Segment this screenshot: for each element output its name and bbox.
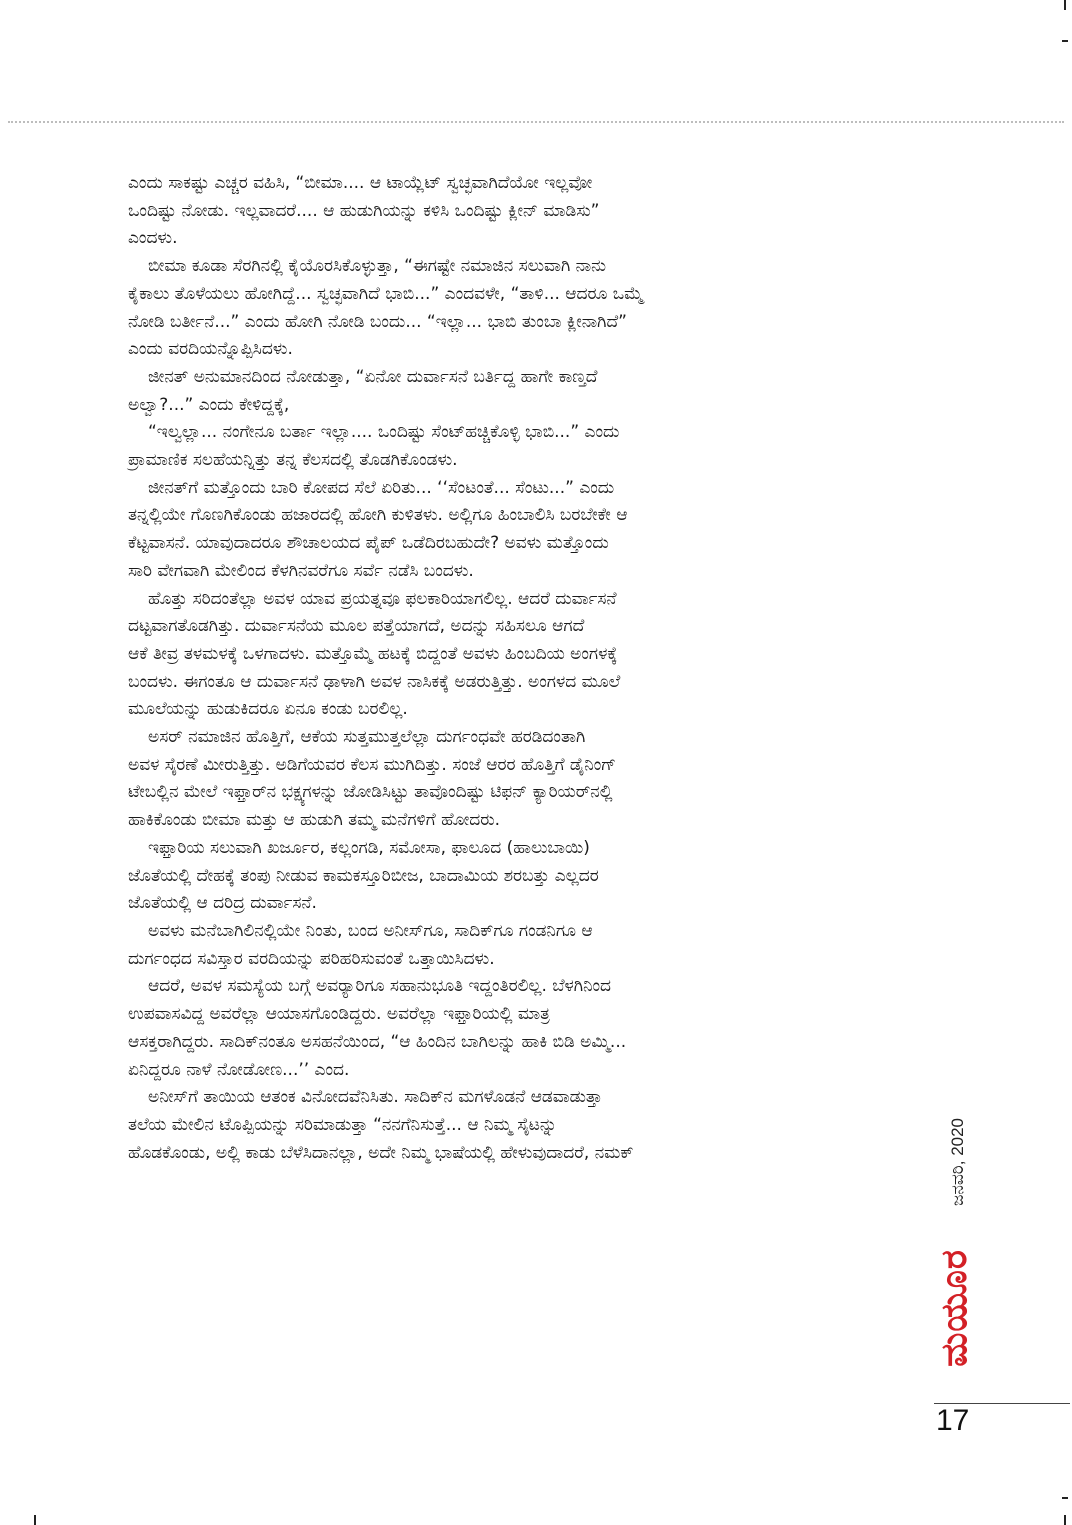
header-dotted-rule — [8, 121, 1064, 123]
paragraph: ಅಸರ್ ನಮಾಜಿನ ಹೊತ್ತಿಗೆ, ಆಕೆಯ ಸುತ್ತಮುತ್ತಲೆಲ್ಲಾ ದುರ್ಗಂಧವೇ ಹರಡಿದಂತಾಗಿ ಅವಳ ಸೈರಣೆ ಮೀರುತ್ತಿತ್ತು. ಅಡಿಗೆಯವರ ಕೆಲಸ ಮುಗಿದಿತ್ತು. ಸಂಜೆ ಆರರ ಹೊತ್ತಿಗೆ ಡೈನಿಂಗ್ ಟೇಬಲ್ಲಿನ ಮೇಲೆ ಇಫ್ತಾರ್‌ನ ಭಕ್ಷ್ಯಗಳನ್ನು ಜೋಡಿಸಿಟ್ಟು ತಾವೊಂದಿಷ್ಟು ಟಿಫನ್ ಕ್ಯಾರಿಯರ್‌ನಲ್ಲಿ ಹಾಕಿಕೊಂಡು ಬೀಮಾ ಮತ್ತು ಆ ಹುಡುಗಿ ತಮ್ಮ ಮನೆಗಳಿಗೆ ಹೋದರು. — [128, 727, 616, 831]
paragraph: ಬೀಮಾ ಕೂಡಾ ಸೆರಗಿನಲ್ಲಿ ಕೈಯೊರಸಿಕೊಳ್ಳುತ್ತಾ, “ಈಗಷ್ಟೇ ನಮಾಜಿನ ಸಲುವಾಗಿ ನಾನು ಕೈಕಾಲು ತೊಳೆಯಲು ಹೋಗಿದ್ದೆ... ಸ್ವಚ್ಛವಾಗಿದೆ ಭಾಬಿ...” ಎಂದವಳೇ, “ತಾಳಿ... ಆದರೂ ಒಮ್ಮೆ ನೋಡಿ ಬರ್ತೀನೆ...” ಎಂದು ಹೋಗಿ ನೋಡಿ ಬಂದು... “ಇಲ್ಲಾ... ಭಾಬಿ ತುಂಬಾ ಕ್ಲೀನಾಗಿದೆ” ಎಂದು ವರದಿಯನ್ನೊಪ್ಪಿಸಿದಳು. — [128, 256, 644, 360]
magazine-logo: ಮಯೂರ — [934, 1249, 975, 1367]
crop-mark-bottom-left — [34, 1515, 36, 1525]
paragraph: “ಇಲ್ವಲ್ಲಾ... ನಂಗೇನೂ ಬರ್ತಾ ಇಲ್ಲಾ.... ಒಂದಿಷ್ಟು ಸೆಂಟ್‌ಹಚ್ಚಿಕೊಳ್ಳಿ ಭಾಬಿ...” ಎಂದು ಪ್ರಾಮಾಣಿಕ ಸಲಹೆಯನ್ನಿತ್ತು ತನ್ನ ಕೆಲಸದಲ್ಲಿ ತೊಡಗಿಕೊಂಡಳು. — [128, 422, 620, 471]
page-number: 17 — [936, 1404, 970, 1437]
issue-date: ಜನವರಿ, 2020 — [948, 1117, 967, 1207]
crop-mark-right-tick — [1062, 40, 1068, 42]
paragraph: ಅನೀಸ್‌ಗೆ ತಾಯಿಯ ಆತಂಕ ವಿನೋದವೆನಿಸಿತು. ಸಾದಿಕ್‌ನ ಮಗಳೊಡನೆ ಆಡವಾಡುತ್ತಾ ತಲೆಯ ಮೇಲಿನ ಟೊಪ್ಪಿಯನ್ನು ಸರಿಮಾಡುತ್ತಾ “ನನಗೆನಿಸುತ್ತೆ... ಆ ನಿಮ್ಮ ಸೈಟನ್ನು ಹೊಡಕೊಂಡು, ಅಲ್ಲಿ ಕಾಡು ಬೆಳೆಸಿದಾನಲ್ಲಾ, ಅದೇ ನಿಮ್ಮ ಭಾಷೆಯಲ್ಲಿ ಹೇಳುವುದಾದರೆ, ನಮಕ್ — [128, 1087, 634, 1163]
crop-mark-bottom-right — [1064, 1515, 1066, 1525]
paragraph: ಜೀನತ್‌ಗೆ ಮತ್ತೊಂದು ಬಾರಿ ಕೋಪದ ಸೆಲೆ ಏರಿತು... ‘‘ಸೆಂಟಂತೆ... ಸೆಂಟು...” ಎಂದು ತನ್ನಲ್ಲಿಯೇ ಗೊಣಗಿಕೊಂಡು ಹಜಾರದಲ್ಲಿ ಹೋಗಿ ಕುಳಿತಳು. ಅಲ್ಲಿಗೂ ಹಿಂಬಾಲಿಸಿ ಬರಬೇಕೇ ಆ ಕೆಟ್ಟವಾಸನೆ. ಯಾವುದಾದರೂ ಶೌಚಾಲಯದ ಪೈಪ್ ಒಡೆದಿರಬಹುದೇ? ಅವಳು ಮತ್ತೊಂದು ಸಾರಿ ವೇಗವಾಗಿ ಮೇಲಿಂದ ಕೆಳಗಿನವರೆಗೂ ಸರ್ವೆ ನಡೆಸಿ ಬಂದಳು. — [128, 477, 628, 581]
article-body — [128, 170, 900, 1167]
paragraph: ಜೀನತ್ ಅನುಮಾನದಿಂದ ನೋಡುತ್ತಾ, “ಏನೋ ದುರ್ವಾಸನೆ ಬರ್ತಿದ್ದ ಹಾಗೇ ಕಾಣ್ತದೆ ಅಲ್ವಾ?...” ಎಂದು ಕೇಳಿದ್ದಕ್ಕೆ, — [128, 366, 598, 415]
paragraph: ಆದರೆ, ಅವಳ ಸಮಸ್ಯೆಯ ಬಗ್ಗೆ ಅವರ್‍ಯಾರಿಗೂ ಸಹಾನುಭೂತಿ ಇದ್ದಂತಿರಲಿಲ್ಲ. ಬೆಳಗಿನಿಂದ ಉಪವಾಸವಿದ್ದ ಅವರೆಲ್ಲಾ ಆಯಾಸಗೊಂಡಿದ್ದರು. ಅವರೆಲ್ಲಾ ಇಫ್ತಾರಿಯಲ್ಲಿ ಮಾತ್ರ ಆಸಕ್ತರಾಗಿದ್ದರು. ಸಾದಿಕ್‌ನಂತೂ ಅಸಹನೆಯಿಂದ, “ಆ ಹಿಂದಿನ ಬಾಗಿಲನ್ನು ಹಾಕಿ ಬಿಡಿ ಅಮ್ಮಿ... ಏನಿದ್ದರೂ ನಾಳೆ ನೋಡೋಣ...’’ ಎಂದ. — [128, 976, 627, 1080]
crop-mark-top-right — [1064, 0, 1066, 10]
crop-mark-bottom-right-tick — [1062, 1497, 1068, 1499]
paragraph: ಇಫ್ತಾರಿಯ ಸಲುವಾಗಿ ಖರ್ಜೂರ, ಕಲ್ಲಂಗಡಿ, ಸಮೋಸಾ, ಫಾಲೂದ (ಹಾಲುಬಾಯಿ) ಜೊತೆಯಲ್ಲಿ ದೇಹಕ್ಕೆ ತಂಪು ನೀಡುವ ಕಾಮಕಸ್ತೂರಿಬೀಜ, ಬಾದಾಮಿಯ ಶರಬತ್ತು ಎಲ್ಲದರ ಜೊತೆಯಲ್ಲಿ ಆ ದರಿದ್ರ ದುರ್ವಾಸನೆ. — [128, 837, 599, 914]
paragraph: ಎಂದು ಸಾಕಷ್ಟು ಎಚ್ಚರ ವಹಿಸಿ, “ಬೀಮಾ.... ಆ ಟಾಯ್ಲೆಟ್ ಸ್ವಚ್ಛವಾಗಿದೆಯೋ ಇಲ್ಲವೋ ಒಂದಿಷ್ಟು ನೋಡು. ಇಲ್ಲವಾದರೆ.... ಆ ಹುಡುಗಿಯನ್ನು ಕಳಿಸಿ ಒಂದಿಷ್ಟು ಕ್ಲೀನ್ ಮಾಡಿಸು” ಎಂದಳು. — [128, 173, 600, 249]
paragraph: ಅವಳು ಮನೆಬಾಗಿಲಿನಲ್ಲಿಯೇ ನಿಂತು, ಬಂದ ಅನೀಸ್‌ಗೂ, ಸಾದಿಕ್‌ಗೂ ಗಂಡನಿಗೂ ಆ ದುರ್ಗಂಧದ ಸವಿಸ್ತಾರ ವರದಿಯನ್ನು ಪರಿಹರಿಸುವಂತೆ ಒತ್ತಾಯಿಸಿದಳು. — [128, 920, 593, 969]
paragraph: ಹೊತ್ತು ಸರಿದಂತೆಲ್ಲಾ ಅವಳ ಯಾವ ಪ್ರಯತ್ನವೂ ಫಲಕಾರಿಯಾಗಲಿಲ್ಲ. ಆದರೆ ದುರ್ವಾಸನೆ ದಟ್ಟವಾಗತೊಡಗಿತ್ತು. ದುರ್ವಾಸನೆಯ ಮೂಲ ಪತ್ತೆಯಾಗದೆ, ಅದನ್ನು ಸಹಿಸಲೂ ಆಗದೆ ಆಕೆ ತೀವ್ರ ತಳಮಳಕ್ಕೆ ಒಳಗಾದಳು. ಮತ್ತೊಮ್ಮೆ ಹಟಕ್ಕೆ ಬಿದ್ದಂತೆ ಅವಳು ಹಿಂಬದಿಯ ಅಂಗಳಕ್ಕೆ ಬಂದಳು. ಈಗಂತೂ ಆ ದುರ್ವಾಸನೆ ಢಾಳಾಗಿ ಅವಳ ನಾಸಿಕಕ್ಕೆ ಅಡರುತ್ತಿತ್ತು. ಅಂಗಳದ ಮೂಲೆ ಮೂಲೆಯನ್ನು ಹುಡುಕಿದರೂ ಏನೂ ಕಂಡು ಬರಲಿಲ್ಲ. — [128, 588, 621, 720]
